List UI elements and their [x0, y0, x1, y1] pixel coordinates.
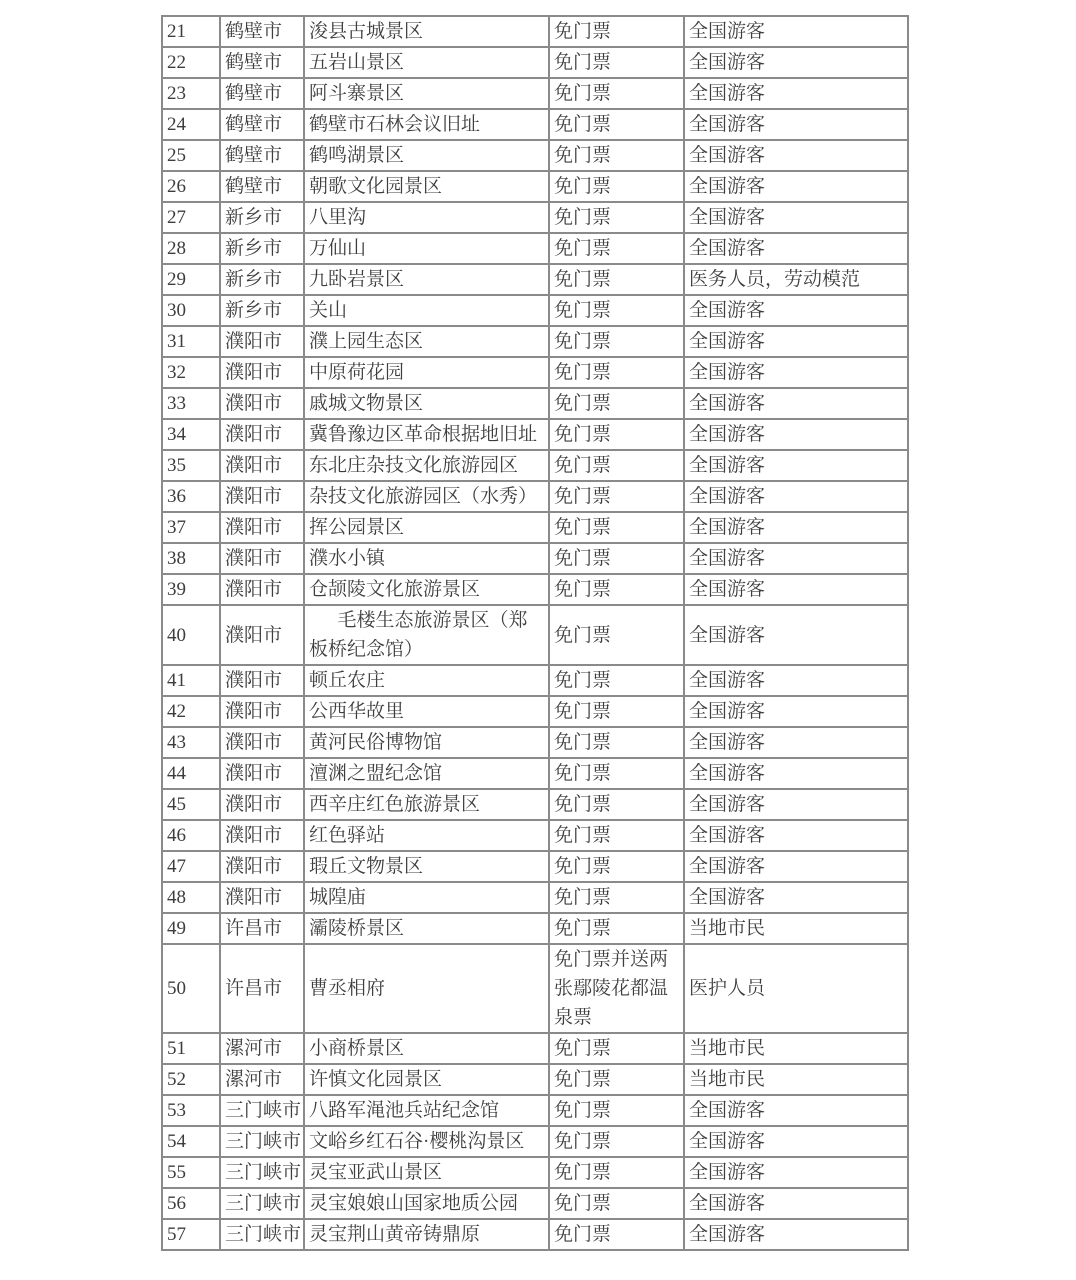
table-row — [162, 481, 908, 512]
scenic-area-cell: 黄河民俗博物馆 — [304, 727, 549, 758]
policy-cell: 免门票并送两张鄢陵花都温泉票 — [549, 944, 684, 1033]
table-row — [162, 78, 908, 109]
policy-cell: 免门票 — [549, 357, 684, 388]
city-cell: 新乡市 — [220, 233, 304, 264]
policy-cell: 免门票 — [549, 481, 684, 512]
city-cell: 濮阳市 — [220, 326, 304, 357]
audience-cell: 全国游客 — [684, 388, 908, 419]
scenic-area-cell: 仓颉陵文化旅游景区 — [304, 574, 549, 605]
policy-cell: 免门票 — [549, 696, 684, 727]
scenic-area-cell: 朝歌文化园景区 — [304, 171, 549, 202]
scenic-area-cell: 八路军渑池兵站纪念馆 — [304, 1095, 549, 1126]
city-cell: 濮阳市 — [220, 882, 304, 913]
city-cell: 濮阳市 — [220, 481, 304, 512]
city-cell: 濮阳市 — [220, 388, 304, 419]
policy-cell: 免门票 — [549, 665, 684, 696]
row-number-cell: 42 — [162, 696, 220, 727]
audience-cell: 全国游客 — [684, 696, 908, 727]
scenic-area-cell: 公西华故里 — [304, 696, 549, 727]
table-row — [162, 357, 908, 388]
scenic-area-cell: 澶渊之盟纪念馆 — [304, 758, 549, 789]
city-cell: 鹤壁市 — [220, 109, 304, 140]
policy-cell: 免门票 — [549, 233, 684, 264]
audience-cell: 全国游客 — [684, 450, 908, 481]
row-number-cell: 40 — [162, 605, 220, 665]
table-row — [162, 140, 908, 171]
policy-cell: 免门票 — [549, 1219, 684, 1250]
policy-cell: 免门票 — [549, 202, 684, 233]
audience-cell: 全国游客 — [684, 789, 908, 820]
city-cell: 漯河市 — [220, 1064, 304, 1095]
row-number-cell: 36 — [162, 481, 220, 512]
table-row — [162, 1033, 908, 1064]
row-number-cell: 56 — [162, 1188, 220, 1219]
scenic-area-cell: 鹤壁市石林会议旧址 — [304, 109, 549, 140]
scenic-area-cell: 挥公园景区 — [304, 512, 549, 543]
row-number-cell: 54 — [162, 1126, 220, 1157]
policy-cell: 免门票 — [549, 574, 684, 605]
table-row — [162, 450, 908, 481]
city-cell: 新乡市 — [220, 264, 304, 295]
audience-cell: 全国游客 — [684, 47, 908, 78]
table-body — [162, 16, 908, 1250]
city-cell: 三门峡市 — [220, 1219, 304, 1250]
row-number-cell: 23 — [162, 78, 220, 109]
row-number-cell: 41 — [162, 665, 220, 696]
city-cell: 三门峡市 — [220, 1126, 304, 1157]
scenic-area-cell: 鹤鸣湖景区 — [304, 140, 549, 171]
city-cell: 濮阳市 — [220, 789, 304, 820]
audience-cell: 全国游客 — [684, 419, 908, 450]
city-cell: 濮阳市 — [220, 727, 304, 758]
scenic-area-cell: 戚城文物景区 — [304, 388, 549, 419]
policy-cell: 免门票 — [549, 1064, 684, 1095]
table-row — [162, 1188, 908, 1219]
city-cell: 濮阳市 — [220, 419, 304, 450]
table-row — [162, 944, 908, 1033]
city-cell: 濮阳市 — [220, 758, 304, 789]
row-number-cell: 53 — [162, 1095, 220, 1126]
table-row — [162, 419, 908, 450]
audience-cell: 全国游客 — [684, 202, 908, 233]
table-row — [162, 543, 908, 574]
audience-cell: 全国游客 — [684, 1126, 908, 1157]
row-number-cell: 46 — [162, 820, 220, 851]
scenic-area-cell: 小商桥景区 — [304, 1033, 549, 1064]
city-cell: 三门峡市 — [220, 1188, 304, 1219]
city-cell: 三门峡市 — [220, 1157, 304, 1188]
policy-cell: 免门票 — [549, 1126, 684, 1157]
policy-cell: 免门票 — [549, 388, 684, 419]
policy-cell: 免门票 — [549, 605, 684, 665]
scenic-area-cell: 五岩山景区 — [304, 47, 549, 78]
audience-cell: 全国游客 — [684, 820, 908, 851]
policy-cell: 免门票 — [549, 543, 684, 574]
policy-cell: 免门票 — [549, 109, 684, 140]
audience-cell: 全国游客 — [684, 512, 908, 543]
row-number-cell: 30 — [162, 295, 220, 326]
row-number-cell: 33 — [162, 388, 220, 419]
city-cell: 濮阳市 — [220, 357, 304, 388]
table-row — [162, 789, 908, 820]
row-number-cell: 49 — [162, 913, 220, 944]
scenic-area-cell: 阿斗寨景区 — [304, 78, 549, 109]
policy-cell: 免门票 — [549, 727, 684, 758]
city-cell: 濮阳市 — [220, 450, 304, 481]
audience-cell: 全国游客 — [684, 481, 908, 512]
policy-cell: 免门票 — [549, 264, 684, 295]
policy-cell: 免门票 — [549, 758, 684, 789]
table-row — [162, 820, 908, 851]
audience-cell: 全国游客 — [684, 1157, 908, 1188]
row-number-cell: 31 — [162, 326, 220, 357]
scenic-area-cell: 曹丞相府 — [304, 944, 549, 1033]
table-row — [162, 1219, 908, 1250]
city-cell: 濮阳市 — [220, 851, 304, 882]
audience-cell: 当地市民 — [684, 1033, 908, 1064]
policy-cell: 免门票 — [549, 450, 684, 481]
audience-cell: 全国游客 — [684, 171, 908, 202]
scenic-area-cell: 灵宝荆山黄帝铸鼎原 — [304, 1219, 549, 1250]
audience-cell: 全国游客 — [684, 1219, 908, 1250]
row-number-cell: 34 — [162, 419, 220, 450]
city-cell: 濮阳市 — [220, 665, 304, 696]
audience-cell: 医务人员，劳动模范 — [684, 264, 908, 295]
policy-cell: 免门票 — [549, 1033, 684, 1064]
table-row — [162, 913, 908, 944]
row-number-cell: 32 — [162, 357, 220, 388]
policy-cell: 免门票 — [549, 789, 684, 820]
row-number-cell: 52 — [162, 1064, 220, 1095]
scenic-area-cell: 许慎文化园景区 — [304, 1064, 549, 1095]
row-number-cell: 51 — [162, 1033, 220, 1064]
scenic-area-cell: 红色驿站 — [304, 820, 549, 851]
scenic-area-cell: 顿丘农庄 — [304, 665, 549, 696]
row-number-cell: 24 — [162, 109, 220, 140]
city-cell: 三门峡市 — [220, 1095, 304, 1126]
policy-cell: 免门票 — [549, 512, 684, 543]
scenic-area-cell: 濮水小镇 — [304, 543, 549, 574]
city-cell: 濮阳市 — [220, 605, 304, 665]
city-cell: 鹤壁市 — [220, 171, 304, 202]
city-cell: 濮阳市 — [220, 574, 304, 605]
row-number-cell: 45 — [162, 789, 220, 820]
row-number-cell: 22 — [162, 47, 220, 78]
policy-cell: 免门票 — [549, 171, 684, 202]
scenic-area-cell: 八里沟 — [304, 202, 549, 233]
scenic-area-cell: 灵宝亚武山景区 — [304, 1157, 549, 1188]
row-number-cell: 29 — [162, 264, 220, 295]
audience-cell: 当地市民 — [684, 1064, 908, 1095]
table-row — [162, 264, 908, 295]
row-number-cell: 21 — [162, 16, 220, 47]
row-number-cell: 44 — [162, 758, 220, 789]
audience-cell: 全国游客 — [684, 574, 908, 605]
policy-cell: 免门票 — [549, 295, 684, 326]
city-cell: 漯河市 — [220, 1033, 304, 1064]
policy-cell: 免门票 — [549, 882, 684, 913]
row-number-cell: 27 — [162, 202, 220, 233]
audience-cell: 当地市民 — [684, 913, 908, 944]
table-row — [162, 233, 908, 264]
scenic-area-cell: 灵宝娘娘山国家地质公园 — [304, 1188, 549, 1219]
policy-cell: 免门票 — [549, 1188, 684, 1219]
city-cell: 濮阳市 — [220, 512, 304, 543]
row-number-cell: 43 — [162, 727, 220, 758]
audience-cell: 全国游客 — [684, 16, 908, 47]
policy-cell: 免门票 — [549, 820, 684, 851]
row-number-cell: 55 — [162, 1157, 220, 1188]
policy-cell: 免门票 — [549, 140, 684, 171]
table-row — [162, 605, 908, 665]
row-number-cell: 38 — [162, 543, 220, 574]
policy-cell: 免门票 — [549, 1095, 684, 1126]
city-cell: 濮阳市 — [220, 820, 304, 851]
audience-cell: 全国游客 — [684, 140, 908, 171]
scenic-area-cell: 关山 — [304, 295, 549, 326]
row-number-cell: 50 — [162, 944, 220, 1033]
policy-cell: 免门票 — [549, 851, 684, 882]
city-cell: 许昌市 — [220, 913, 304, 944]
row-number-cell: 35 — [162, 450, 220, 481]
scenic-area-cell: 东北庄杂技文化旅游园区 — [304, 450, 549, 481]
audience-cell: 医护人员 — [684, 944, 908, 1033]
scenic-area-cell: 浚县古城景区 — [304, 16, 549, 47]
table-row — [162, 727, 908, 758]
audience-cell: 全国游客 — [684, 357, 908, 388]
city-cell: 濮阳市 — [220, 696, 304, 727]
row-number-cell: 28 — [162, 233, 220, 264]
audience-cell: 全国游客 — [684, 295, 908, 326]
audience-cell: 全国游客 — [684, 758, 908, 789]
policy-cell: 免门票 — [549, 78, 684, 109]
scenic-area-cell: 灞陵桥景区 — [304, 913, 549, 944]
audience-cell: 全国游客 — [684, 851, 908, 882]
table-row — [162, 512, 908, 543]
table-row — [162, 202, 908, 233]
city-cell: 濮阳市 — [220, 543, 304, 574]
table-row — [162, 758, 908, 789]
city-cell: 新乡市 — [220, 295, 304, 326]
city-cell: 鹤壁市 — [220, 47, 304, 78]
table-row — [162, 1126, 908, 1157]
scenic-area-cell: 杂技文化旅游园区（水秀） — [304, 481, 549, 512]
scenic-area-cell: 瑕丘文物景区 — [304, 851, 549, 882]
city-cell: 许昌市 — [220, 944, 304, 1033]
city-cell: 新乡市 — [220, 202, 304, 233]
audience-cell: 全国游客 — [684, 882, 908, 913]
city-cell: 鹤壁市 — [220, 78, 304, 109]
table-row — [162, 47, 908, 78]
policy-cell: 免门票 — [549, 16, 684, 47]
audience-cell: 全国游客 — [684, 543, 908, 574]
policy-cell: 免门票 — [549, 1157, 684, 1188]
row-number-cell: 39 — [162, 574, 220, 605]
city-cell: 鹤壁市 — [220, 16, 304, 47]
table-row — [162, 326, 908, 357]
scenic-area-cell: 毛楼生态旅游景区（郑板桥纪念馆） — [304, 605, 549, 665]
policy-cell: 免门票 — [549, 47, 684, 78]
audience-cell: 全国游客 — [684, 78, 908, 109]
audience-cell: 全国游客 — [684, 109, 908, 140]
table-row — [162, 574, 908, 605]
scenic-area-cell: 万仙山 — [304, 233, 549, 264]
table-row — [162, 1064, 908, 1095]
audience-cell: 全国游客 — [684, 326, 908, 357]
scenic-area-cell: 濮上园生态区 — [304, 326, 549, 357]
audience-cell: 全国游客 — [684, 605, 908, 665]
policy-cell: 免门票 — [549, 913, 684, 944]
table-row — [162, 696, 908, 727]
table-row — [162, 1157, 908, 1188]
table-row — [162, 665, 908, 696]
scenic-area-cell: 冀鲁豫边区革命根据地旧址 — [304, 419, 549, 450]
audience-cell: 全国游客 — [684, 233, 908, 264]
scenic-area-cell: 西辛庄红色旅游景区 — [304, 789, 549, 820]
table-row — [162, 295, 908, 326]
table-row — [162, 1095, 908, 1126]
audience-cell: 全国游客 — [684, 727, 908, 758]
table-row — [162, 882, 908, 913]
row-number-cell: 26 — [162, 171, 220, 202]
policy-cell: 免门票 — [549, 419, 684, 450]
policy-cell: 免门票 — [549, 326, 684, 357]
table-row — [162, 16, 908, 47]
audience-cell: 全国游客 — [684, 1095, 908, 1126]
row-number-cell: 37 — [162, 512, 220, 543]
audience-cell: 全国游客 — [684, 1188, 908, 1219]
audience-cell: 全国游客 — [684, 665, 908, 696]
scenic-area-cell: 九卧岩景区 — [304, 264, 549, 295]
table-row — [162, 851, 908, 882]
row-number-cell: 48 — [162, 882, 220, 913]
table-row — [162, 109, 908, 140]
city-cell: 鹤壁市 — [220, 140, 304, 171]
scenic-area-cell: 文峪乡红石谷·樱桃沟景区 — [304, 1126, 549, 1157]
row-number-cell: 47 — [162, 851, 220, 882]
row-number-cell: 57 — [162, 1219, 220, 1250]
row-number-cell: 25 — [162, 140, 220, 171]
table-row — [162, 171, 908, 202]
scenic-area-cell: 中原荷花园 — [304, 357, 549, 388]
scenic-area-cell: 城隍庙 — [304, 882, 549, 913]
free-admission-table — [161, 15, 909, 1251]
table-row — [162, 388, 908, 419]
